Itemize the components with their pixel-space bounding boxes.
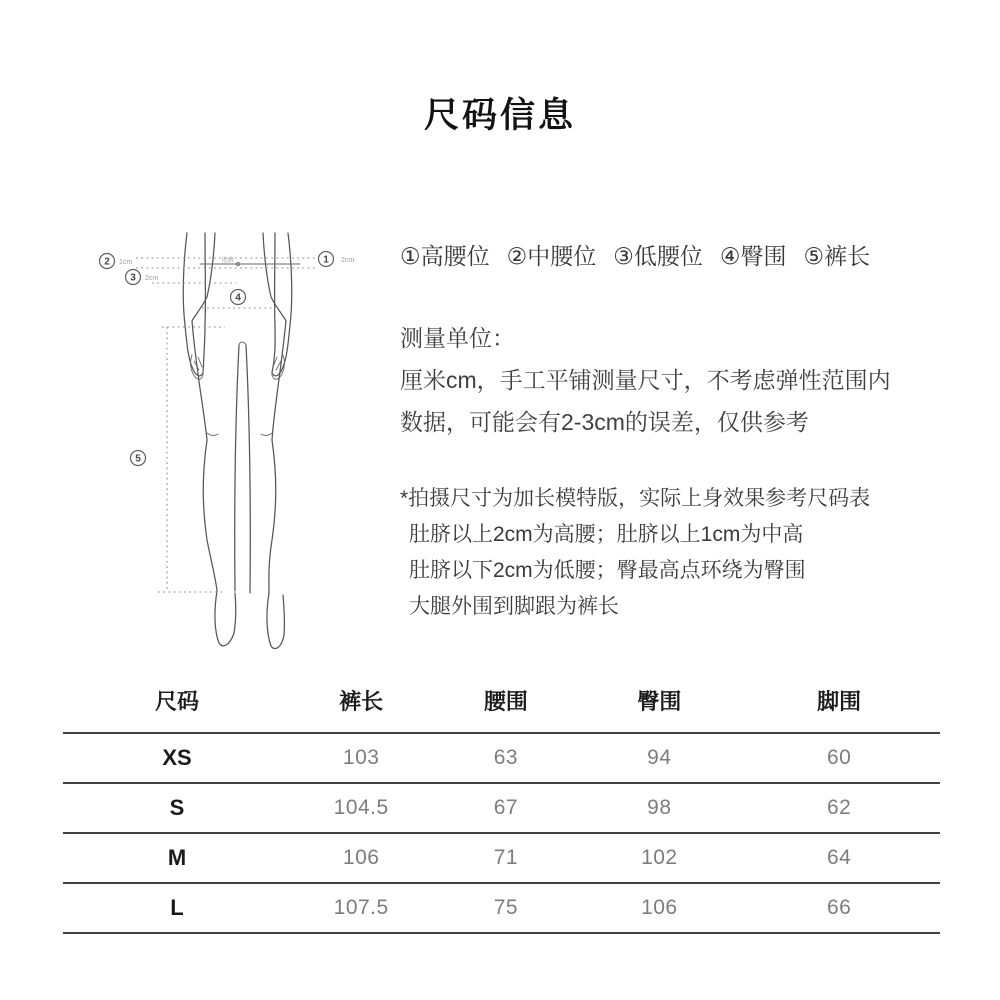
col-header-size: 尺码	[63, 672, 291, 733]
legend-item-high-waist: ①高腰位	[400, 243, 490, 269]
measure-points-legend	[400, 238, 925, 271]
cell-waist: 63	[493, 746, 519, 769]
cell-hip: 98	[647, 796, 672, 819]
svg-text:2: 2	[104, 256, 110, 268]
cell-leg-opening: 66	[826, 896, 852, 919]
size-label: M	[167, 845, 187, 870]
cell-pant-length: 106	[342, 846, 380, 869]
notes-paragraph	[400, 481, 925, 625]
col-header-pant-length: 裤长	[291, 672, 431, 733]
note-line: 肚脐以上2cm为高腰；肚脐以上1cm为中高	[409, 523, 804, 546]
measure-unit-line: 数据，可能会有2-3cm的误差，仅供参考	[400, 409, 809, 435]
measure-unit-line: 测量单位：	[400, 325, 515, 351]
cell-leg-opening: 62	[826, 796, 852, 819]
table-row-xs	[63, 733, 940, 783]
col-header-leg-opening: 脚围	[738, 672, 940, 733]
cell-pant-length: 103	[342, 746, 380, 769]
cell-waist: 67	[493, 796, 519, 819]
legend-item-pant-length: ⑤裤长	[803, 243, 871, 269]
cell-hip: 94	[647, 746, 672, 769]
svg-text:4: 4	[235, 292, 241, 304]
legend-item-low-waist: ③低腰位	[613, 243, 703, 269]
size-table-header-row	[63, 672, 940, 733]
size-label: S	[169, 795, 185, 820]
cell-leg-opening: 64	[826, 846, 852, 869]
svg-text:1: 1	[323, 254, 329, 266]
cell-hip: 106	[641, 896, 678, 919]
cell-hip: 102	[641, 846, 678, 869]
cell-waist: 75	[493, 896, 519, 919]
measure-unit-paragraph	[400, 317, 925, 443]
measurement-dotted-lines	[136, 258, 316, 592]
size-table	[63, 672, 940, 934]
belly-button-line	[200, 256, 300, 266]
table-row-l	[63, 883, 940, 933]
table-row-s	[63, 783, 940, 833]
callout-1-cm-label: 2cm	[341, 257, 355, 264]
belly-button-label: 肚脐	[221, 258, 235, 264]
callout-low-waist	[126, 270, 159, 285]
col-header-waist: 腰围	[431, 672, 580, 733]
legend-item-hip: ④臀围	[719, 243, 787, 269]
note-line: *拍摄尺寸为加长模特版，实际上身效果参考尺码表	[400, 487, 871, 510]
callout-hip	[231, 290, 246, 305]
callout-mid-waist	[100, 254, 133, 269]
callout-pant-length	[131, 451, 146, 466]
page-title: 尺码信息	[423, 96, 576, 135]
callout-high-waist	[319, 252, 355, 267]
mannequin-sketch-svg	[88, 205, 378, 655]
cell-pant-length: 107.5	[333, 896, 389, 919]
mannequin-legs	[192, 321, 286, 649]
callout-2-cm-label: 1cm	[119, 259, 133, 266]
cell-leg-opening: 60	[826, 746, 852, 769]
cell-pant-length: 104.5	[333, 796, 389, 819]
measure-unit-line: 厘米cm，手工平铺测量尺寸，不考虑弹性范围内	[400, 367, 891, 393]
col-header-hip: 臀围	[580, 672, 738, 733]
callout-3-cm-label: 2cm	[145, 275, 159, 282]
explanation-column	[400, 238, 925, 625]
size-label: L	[170, 895, 184, 920]
svg-text:5: 5	[135, 453, 141, 465]
note-line: 大腿外围到脚跟为裤长	[409, 595, 619, 618]
note-line: 肚脐以下2cm为低腰；臀最高点环绕为臀围	[409, 559, 806, 582]
cell-waist: 71	[493, 846, 519, 869]
svg-text:3: 3	[130, 272, 136, 284]
size-label: XS	[162, 745, 192, 770]
table-row-m	[63, 833, 940, 883]
legend-item-mid-waist: ②中腰位	[506, 243, 597, 269]
measurement-figure	[88, 205, 378, 655]
